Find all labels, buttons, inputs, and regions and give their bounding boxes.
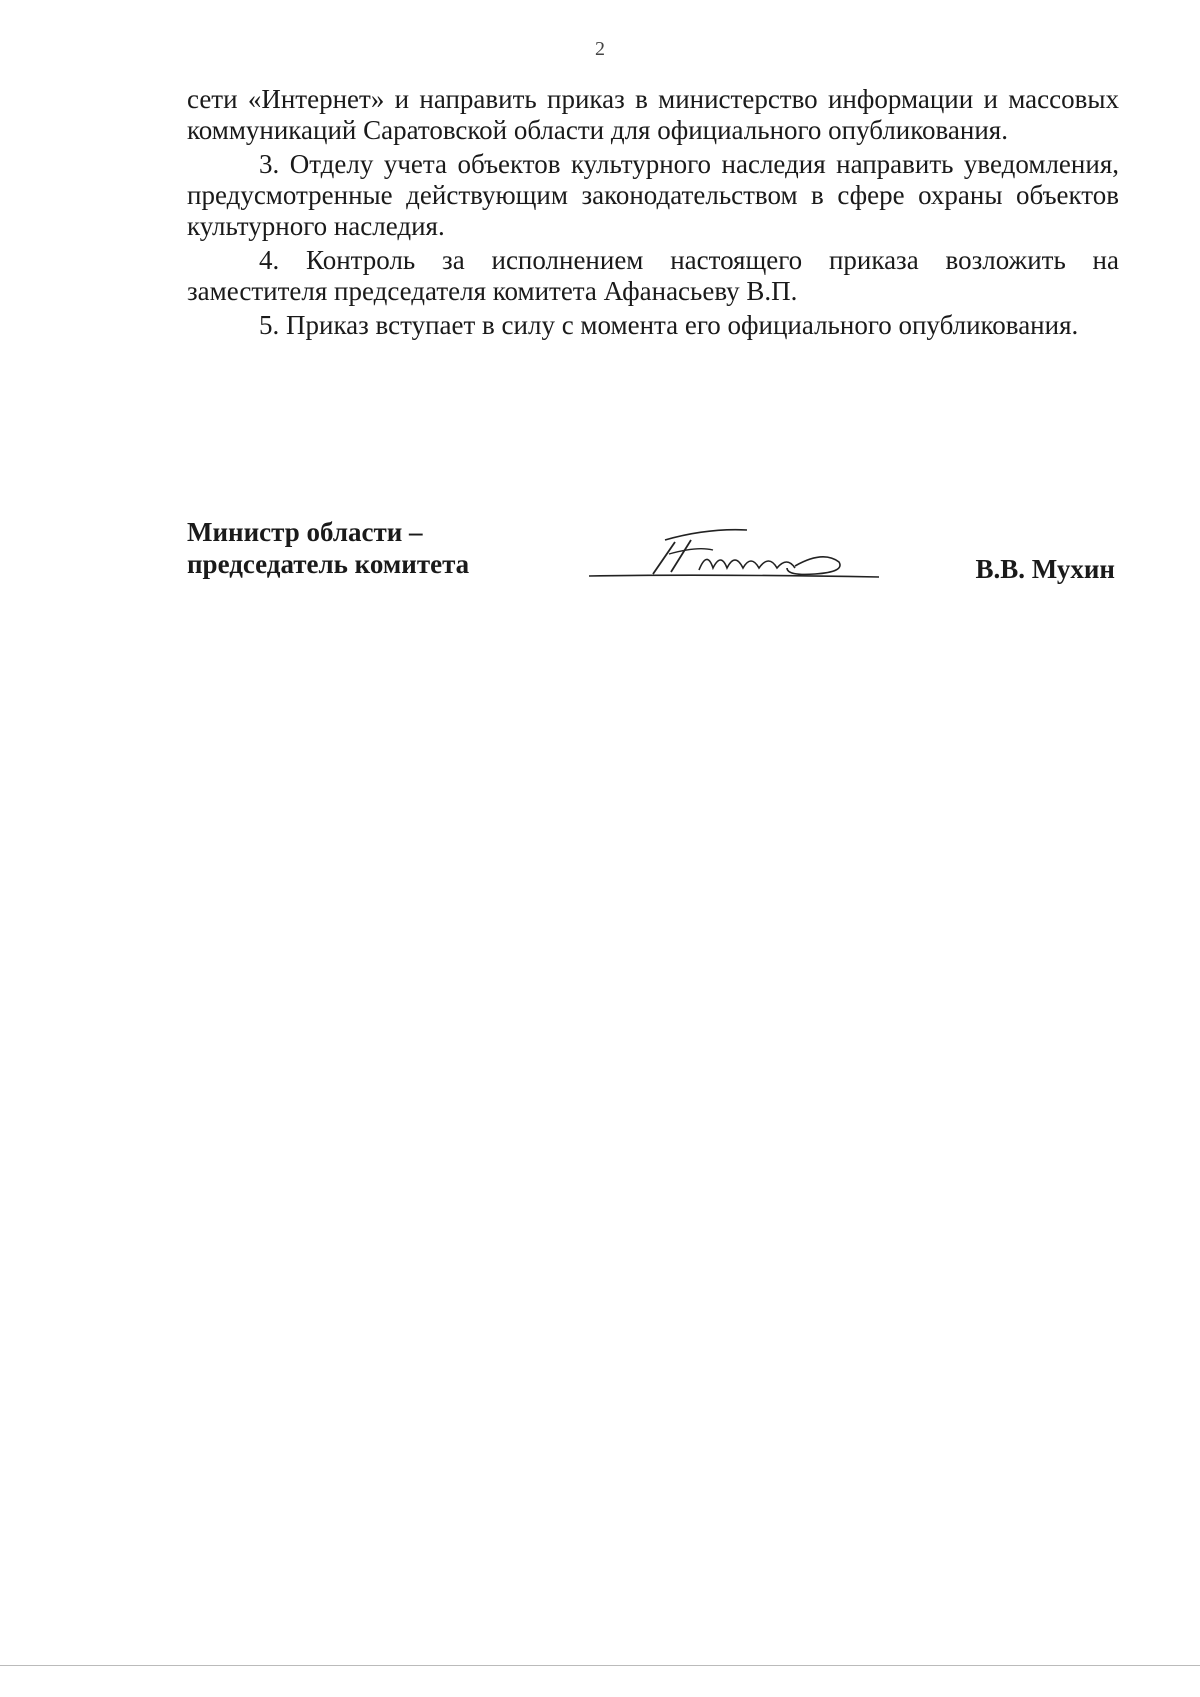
paragraph-item-5: 5. Приказ вступает в силу с момента его официального опубликования. [259, 310, 1079, 340]
page-bottom-edge [0, 1665, 1200, 1666]
page-number: 2 [595, 38, 605, 60]
paragraph-item-4: 4. Контроль за исполнением настоящего приказа возложить на заместителя председателя комитета Афанасьеву В.П. [187, 245, 1119, 306]
signatory-title [187, 516, 469, 580]
signatory-title-line2: председатель комитета [187, 549, 470, 579]
document-body [187, 84, 1119, 341]
paragraph-item-3: 3. Отделу учета объектов культурного наследия направить уведомления, предусмотренные действующим законодательством в сфере охраны объектов культурного наследия. [187, 149, 1119, 241]
signature-block [187, 516, 1119, 596]
paragraph-continuation: сети «Интернет» и направить приказ в министерство информации и массовых коммуникаций Саратовской области для официального опубликования. [187, 84, 1119, 145]
handwritten-signature-icon [587, 510, 907, 590]
signatory-name: В.В. Мухин [975, 554, 1115, 584]
signatory-title-line1: Министр области – [187, 517, 423, 547]
